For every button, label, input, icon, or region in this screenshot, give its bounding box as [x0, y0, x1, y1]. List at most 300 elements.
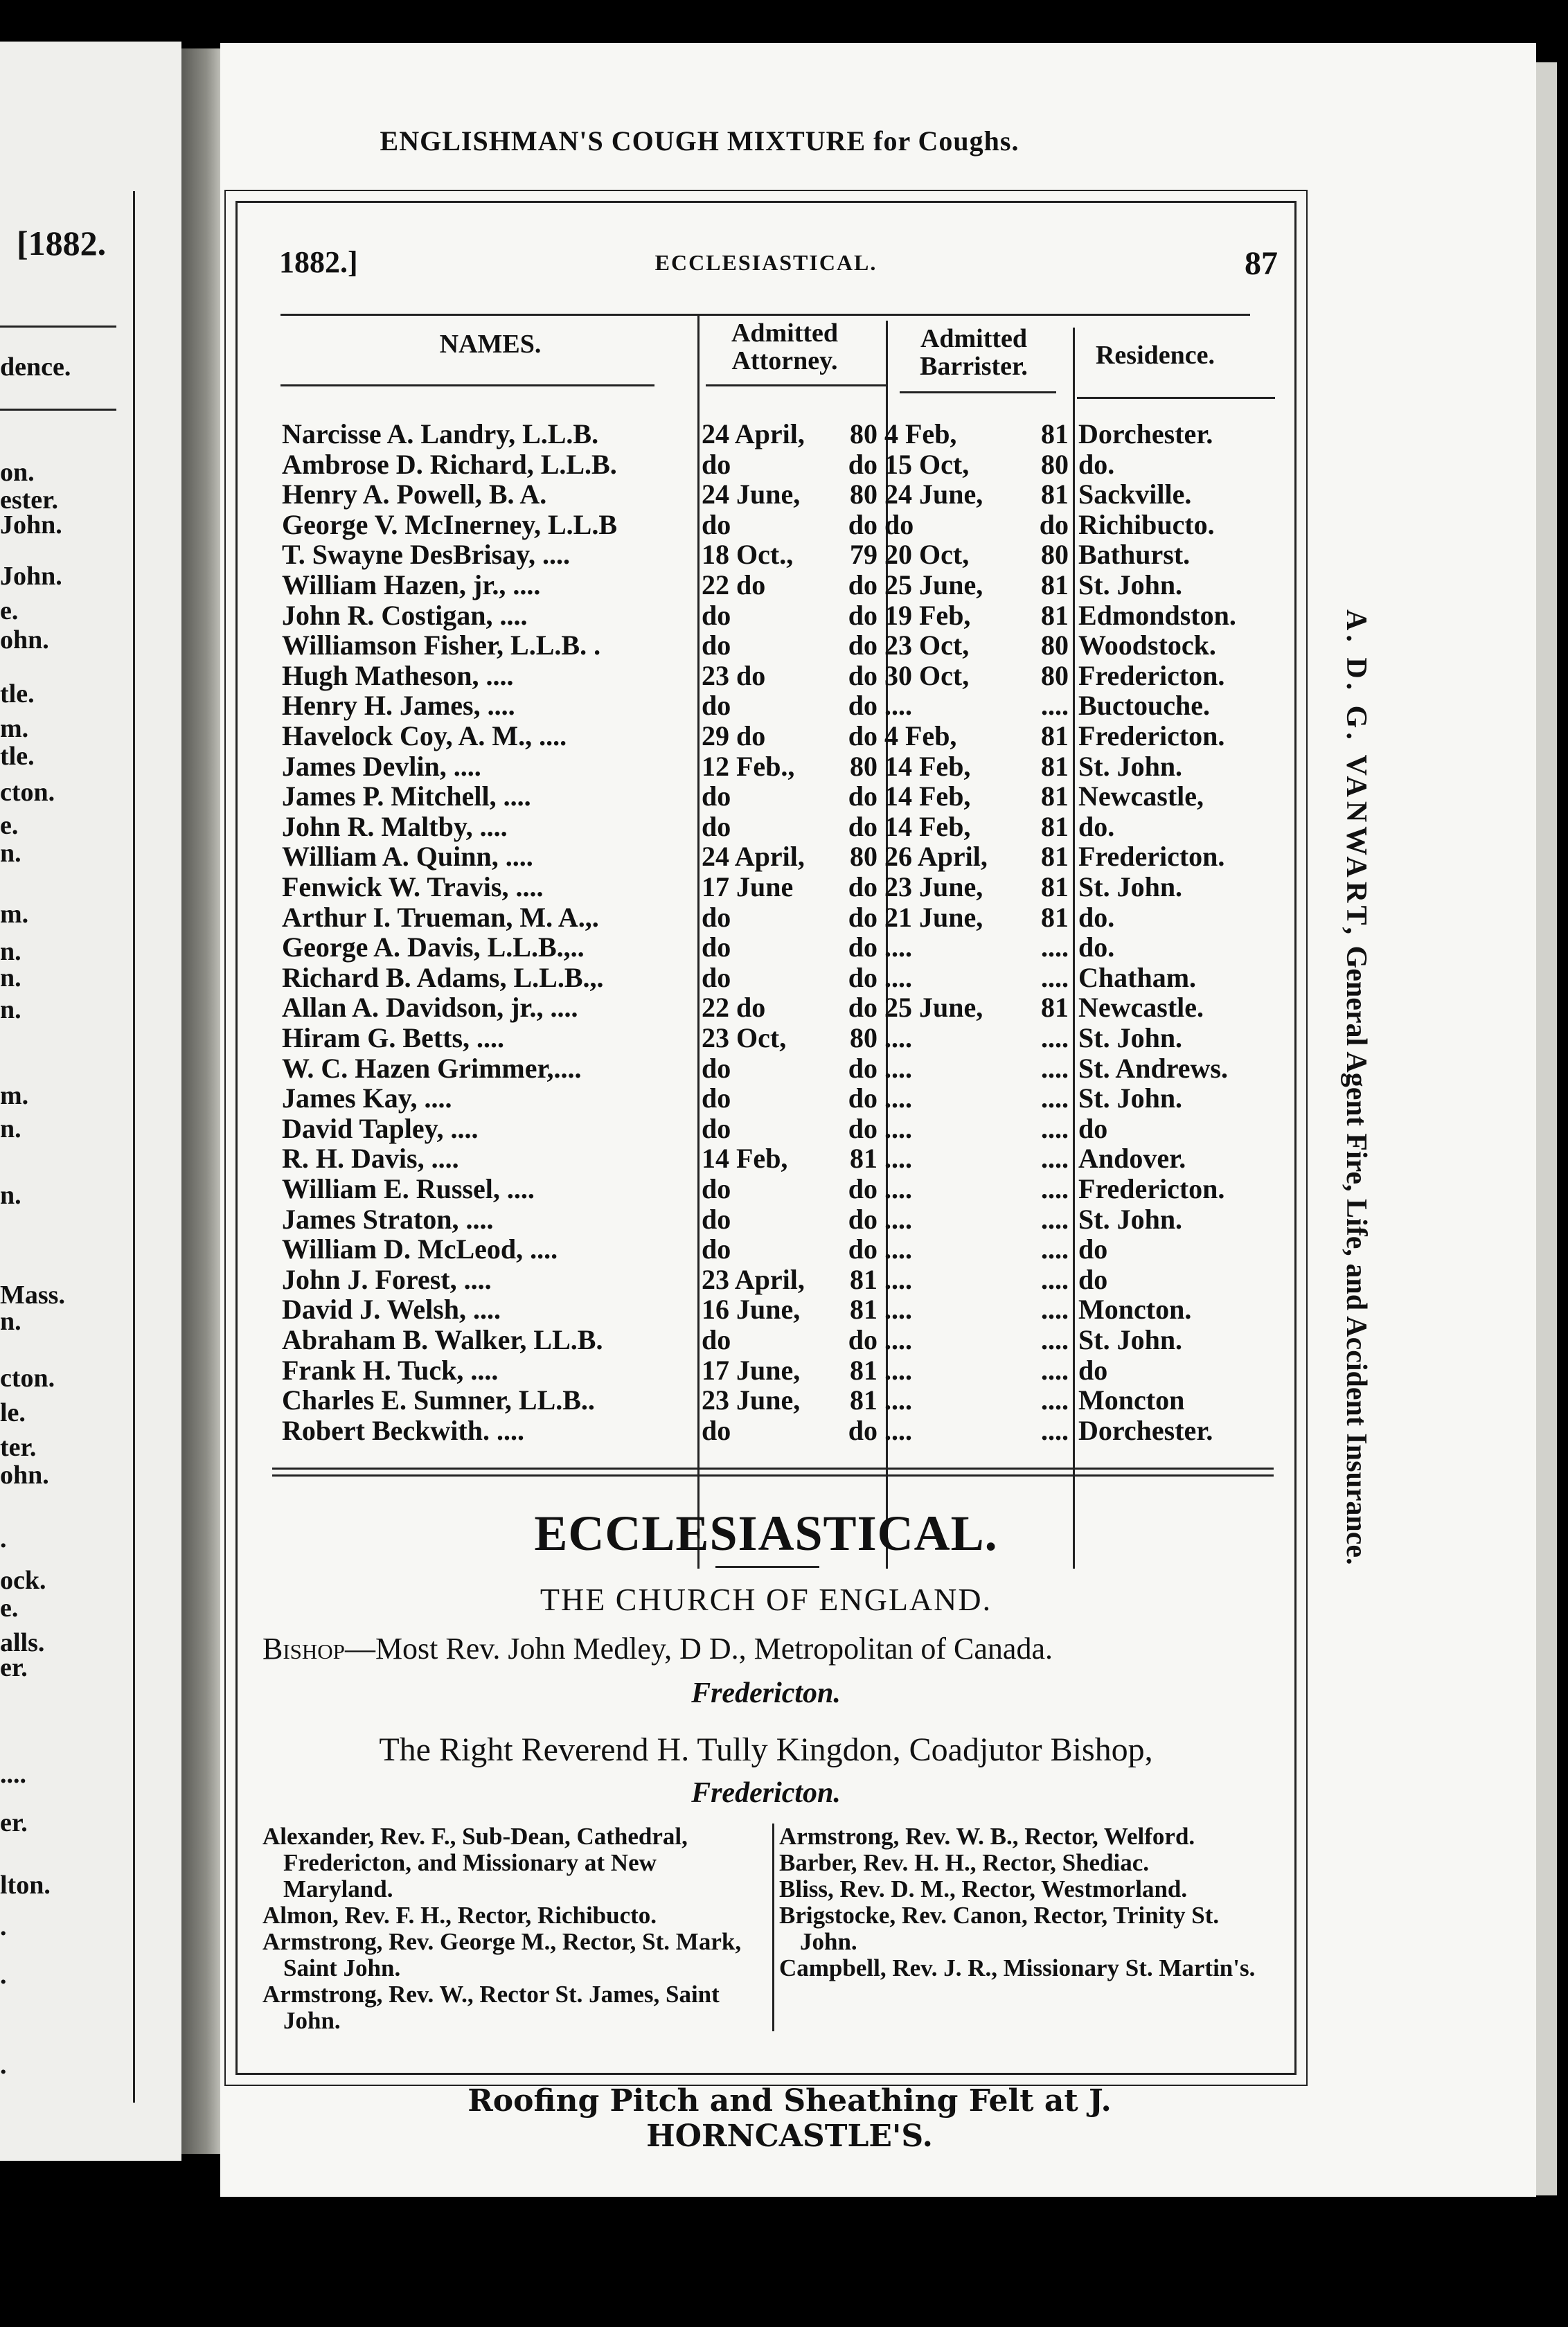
left-page-fragment: . [0, 1912, 7, 1941]
table-row [282, 1414, 1321, 1445]
header-rule [1077, 397, 1275, 399]
barrister-date: .... [884, 1173, 912, 1204]
residence: Fredericton. [1078, 1173, 1225, 1204]
clergy-entry: Armstrong, Rev. W., Rector St. James, Saint John. [262, 1981, 720, 2034]
barrister-year: .... [1041, 1143, 1069, 1175]
attorney-year: 80 [850, 841, 877, 873]
left-page-fragment: n. [0, 995, 21, 1024]
left-page [0, 42, 181, 2161]
bishop-text: —Most Rev. John Medley, D D., Metropolitan of Canada. [344, 1632, 1053, 1666]
attorney-year: do [848, 901, 877, 933]
page-edge [1536, 62, 1557, 2195]
left-page-fragment: John. [0, 562, 62, 591]
table-row [282, 991, 1321, 1022]
attorney-year: do [848, 448, 877, 480]
residence: St. Andrews. [1078, 1052, 1228, 1084]
table-row [282, 569, 1321, 599]
barrister-date: 14 Feb, [884, 781, 971, 812]
bishop-location: Fredericton. [691, 1677, 841, 1709]
left-page-fragment: ohn. [0, 1461, 49, 1490]
barrister-date: .... [884, 1082, 912, 1114]
barrister-year: 81 [1041, 901, 1069, 933]
attorney-date: do [702, 690, 731, 722]
barrister-year: .... [1041, 1052, 1069, 1084]
left-page-fragment: e. [0, 811, 19, 840]
barrister-year: 81 [1041, 871, 1069, 902]
attorney-date: do [702, 1414, 731, 1446]
left-page-fragment: on. [0, 458, 35, 487]
residence: Bathurst. [1078, 539, 1191, 571]
clergy-divider [772, 1824, 774, 2031]
attorney-year: do [848, 1203, 877, 1235]
barrister-date: .... [884, 1203, 912, 1235]
page-number: 87 [1245, 245, 1278, 282]
col-header-residence: Residence. [1095, 341, 1215, 370]
residence: Chatham. [1078, 961, 1197, 993]
barrister-year: .... [1041, 1294, 1069, 1326]
barrister-date: 26 April, [884, 841, 988, 873]
table-row [282, 448, 1321, 479]
barrister-year: 81 [1041, 810, 1069, 842]
barrister-year: 80 [1041, 630, 1069, 661]
left-page-fragment: cton. [0, 778, 55, 807]
table-row [282, 1203, 1321, 1233]
attorney-year: do [848, 508, 877, 540]
barrister-year: .... [1041, 961, 1069, 993]
barrister-date: .... [884, 1022, 912, 1053]
attorney-year: 80 [850, 750, 877, 782]
table-row [282, 418, 1321, 448]
residence: St. John. [1078, 1324, 1183, 1355]
attorney-date: 24 June, [702, 479, 801, 510]
table-row [282, 1052, 1321, 1082]
book-gutter [181, 48, 223, 2154]
person-name: James Kay, .... [282, 1082, 452, 1114]
attorney-year: 80 [850, 1022, 877, 1053]
barrister-year: do [1039, 508, 1069, 540]
table-row [282, 629, 1321, 659]
table-row [282, 508, 1321, 539]
person-name: Richard B. Adams, L.L.B.,. [282, 961, 604, 993]
attorney-year: 81 [850, 1354, 877, 1386]
left-page-fragment: n. [0, 1307, 21, 1336]
attorney-date: do [702, 1052, 731, 1084]
barrister-date: .... [884, 1384, 912, 1416]
attorney-date: do [702, 1173, 731, 1204]
attorney-year: do [848, 961, 877, 993]
barrister-date: 30 Oct, [884, 659, 970, 691]
left-page-fragment: m. [0, 1081, 29, 1110]
attorney-year: 80 [850, 418, 877, 449]
barrister-date: 14 Feb, [884, 750, 971, 782]
attorney-date: do [702, 1324, 731, 1355]
attorney-date: do [702, 448, 731, 480]
attorney-year: do [848, 1414, 877, 1446]
person-name: James Straton, .... [282, 1203, 494, 1235]
attorney-date: 22 do [702, 992, 766, 1024]
table-row [282, 871, 1321, 901]
attorney-date: 22 do [702, 569, 766, 600]
attorney-date: 24 April, [702, 418, 805, 449]
clergy-list-left [262, 1824, 768, 2034]
barrister-year: .... [1041, 1263, 1069, 1295]
person-name: William Hazen, jr., .... [282, 569, 541, 600]
left-page-fragment: .... [0, 1760, 26, 1789]
left-page-fragment: tle. [0, 679, 35, 708]
attorney-year: do [848, 1233, 877, 1265]
barrister-year: 81 [1041, 841, 1069, 873]
barrister-year: .... [1041, 1384, 1069, 1416]
residence: Fredericton. [1078, 659, 1225, 691]
table-row [282, 1082, 1321, 1112]
left-page-fragment: tle. [0, 742, 35, 771]
barrister-date: 14 Feb, [884, 810, 971, 842]
table-end-rule [272, 1474, 1274, 1477]
clergy-entry: Brigstocke, Rev. Canon, Rector, Trinity St. John. [779, 1902, 1220, 1955]
attorney-year: do [848, 599, 877, 631]
barrister-year: 80 [1041, 659, 1069, 691]
attorney-date: 12 Feb., [702, 750, 795, 782]
table-row [282, 750, 1321, 781]
attorney-year: do [848, 690, 877, 722]
col-header-barrister: Admitted Barrister. [920, 324, 1028, 381]
barrister-date: .... [884, 1263, 912, 1295]
person-name: Narcisse A. Landry, L.L.B. [282, 418, 599, 449]
barrister-year: 80 [1041, 448, 1069, 480]
left-rule [0, 409, 116, 411]
barrister-date: 25 June, [884, 992, 983, 1024]
person-name: George A. Davis, L.L.B.,.. [282, 931, 585, 963]
barrister-date: .... [884, 1354, 912, 1386]
attorney-year: 81 [850, 1263, 877, 1295]
residence: St. John. [1078, 569, 1183, 600]
residence: Dorchester. [1078, 418, 1213, 449]
table-row [282, 1022, 1321, 1052]
attorney-date: 23 June, [702, 1384, 801, 1416]
barrister-year: .... [1041, 690, 1069, 722]
table-row [282, 1263, 1321, 1294]
left-page-fragment: Mass. [0, 1281, 65, 1310]
side-ad-name: A. D. G. VANWART, [1340, 609, 1372, 939]
table-row [282, 931, 1321, 961]
clergy-entry: Bliss, Rev. D. M., Rector, Westmorland. [779, 1875, 1188, 1902]
table-row [282, 720, 1321, 750]
attorney-year: 81 [850, 1384, 877, 1416]
attorney-year: 81 [850, 1143, 877, 1175]
residence: Buctouche. [1078, 690, 1210, 722]
residence: Sackville. [1078, 479, 1192, 510]
barrister-date: .... [884, 1112, 912, 1144]
person-name: Ambrose D. Richard, L.L.B. [282, 448, 617, 480]
barrister-date: 23 Oct, [884, 630, 970, 661]
left-page-fragment: n. [0, 937, 21, 966]
running-head-title: ECCLESIASTICAL. [654, 250, 877, 275]
table-row [282, 659, 1321, 690]
attorney-year: 80 [850, 479, 877, 510]
barrister-year: 81 [1041, 479, 1069, 510]
bishop-line [262, 1631, 1274, 1666]
barrister-year: .... [1041, 1354, 1069, 1386]
person-name: Fenwick W. Travis, .... [282, 871, 544, 902]
running-head [238, 244, 1294, 286]
barrister-year: .... [1041, 1203, 1069, 1235]
barrister-year: .... [1041, 1324, 1069, 1355]
attorney-date: 16 June, [702, 1294, 801, 1326]
attorney-date: 17 June [702, 871, 794, 902]
attorney-date: 23 April, [702, 1263, 805, 1295]
barrister-date: .... [884, 1052, 912, 1084]
person-name: David Tapley, .... [282, 1112, 479, 1144]
residence: do [1078, 1233, 1108, 1265]
left-page-fragment: n. [0, 839, 21, 868]
person-name: Allan A. Davidson, jr., .... [282, 992, 578, 1024]
header-rule [280, 384, 654, 386]
left-page-fragment: er. [0, 1808, 28, 1837]
barrister-year: .... [1041, 1022, 1069, 1053]
side-ad-text: General Agent Fire, Life, and Accident Insurance. [1340, 938, 1372, 1565]
person-name: John J. Forest, .... [282, 1263, 492, 1295]
attorney-date: do [702, 1112, 731, 1144]
attorney-date: 14 Feb, [702, 1143, 788, 1175]
barrister-year: 81 [1041, 750, 1069, 782]
left-page-fragment: n. [0, 1114, 21, 1143]
residence: do. [1078, 901, 1115, 933]
attorney-year: do [848, 871, 877, 902]
attorney-date: 17 June, [702, 1354, 801, 1386]
attorney-year: do [848, 569, 877, 600]
residence: Moncton. [1078, 1294, 1192, 1326]
coadjutor-location: Fredericton. [691, 1777, 841, 1809]
barrister-date: 4 Feb, [884, 418, 957, 449]
barrister-date: 21 June, [884, 901, 983, 933]
left-page-fragment: . [0, 1524, 7, 1553]
attorney-date: do [702, 1082, 731, 1114]
barrister-date: 4 Feb, [884, 720, 957, 751]
barrister-date: 23 June, [884, 871, 983, 902]
barrister-date: .... [884, 1143, 912, 1175]
person-name: John R. Costigan, .... [282, 599, 528, 631]
bishop-label: Bishop [262, 1632, 345, 1666]
attorney-year: do [848, 1082, 877, 1114]
table-row [282, 538, 1321, 569]
residence: St. John. [1078, 1022, 1183, 1053]
person-name: Henry H. James, .... [282, 690, 515, 722]
table-row [282, 1323, 1321, 1354]
section-title: ECCLESIASTICAL. [534, 1506, 998, 1561]
header-rule [706, 384, 886, 386]
left-page-fragment: cton. [0, 1364, 55, 1393]
barrister-year: .... [1041, 1173, 1069, 1204]
left-page-fragment: n. [0, 963, 21, 992]
left-page-fragment: alls. [0, 1628, 45, 1657]
side-advertisement [1338, 609, 1373, 1662]
page-frame [235, 201, 1297, 2075]
person-name: R. H. Davis, .... [282, 1143, 459, 1175]
barrister-year: 81 [1041, 992, 1069, 1024]
attorney-year: 81 [850, 1294, 877, 1326]
barrister-year: 81 [1041, 569, 1069, 600]
barrister-year: 81 [1041, 418, 1069, 449]
barrister-year: .... [1041, 1233, 1069, 1265]
table-row [282, 478, 1321, 508]
person-name: William A. Quinn, .... [282, 841, 533, 873]
attorney-year: do [848, 1112, 877, 1144]
barrister-date: .... [884, 690, 912, 722]
attorney-date: do [702, 508, 731, 540]
header-rule [280, 314, 1250, 316]
table-row [282, 810, 1321, 841]
attorney-date: do [702, 599, 731, 631]
person-name: Henry A. Powell, B. A. [282, 479, 547, 510]
table-row [282, 1293, 1321, 1326]
clergy-entry: Campbell, Rev. J. R., Missionary St. Martin's. [779, 1954, 1256, 1981]
residence: Dorchester. [1078, 1414, 1213, 1446]
left-page-fragment: lton. [0, 1871, 51, 1900]
person-name: James Devlin, .... [282, 750, 481, 782]
bottom-advertisement: Roofing Pitch and Sheathing Felt at J. HORNCASTLE'S. [467, 2083, 1112, 2154]
person-name: Williamson Fisher, L.L.B. . [282, 630, 601, 661]
attorney-date: do [702, 1203, 731, 1235]
attorney-date: do [702, 1233, 731, 1265]
attorney-year: do [848, 720, 877, 751]
residence: Newcastle, [1078, 781, 1204, 812]
residence: do [1078, 1263, 1108, 1295]
left-page-fragment: m. [0, 714, 29, 743]
person-name: Hugh Matheson, .... [282, 659, 514, 691]
attorney-year: do [848, 1052, 877, 1084]
residence: Edmondston. [1078, 599, 1236, 631]
residence: Fredericton. [1078, 841, 1225, 873]
residence: Woodstock. [1078, 630, 1216, 661]
attorney-year: do [848, 781, 877, 812]
table-row [282, 1142, 1321, 1173]
attorney-date: do [702, 931, 731, 963]
left-page-fragment: ohn. [0, 625, 49, 654]
barrister-date: 24 June, [884, 479, 983, 510]
attorney-date: do [702, 901, 731, 933]
table-row [282, 599, 1321, 630]
table-row [282, 1112, 1321, 1143]
residence: Richibucto. [1078, 508, 1215, 540]
attorney-year: do [848, 1173, 877, 1204]
table-row [282, 840, 1321, 871]
attorney-date: do [702, 961, 731, 993]
barrister-date: 15 Oct, [884, 448, 970, 480]
person-name: James P. Mitchell, .... [282, 781, 531, 812]
person-name: Abraham B. Walker, LL.B. [282, 1324, 603, 1355]
coadjutor-line: The Right Reverend H. Tully Kingdon, Coadjutor Bishop, [379, 1731, 1153, 1768]
attorney-date: do [702, 810, 731, 842]
person-name: George V. McInerney, L.L.B [282, 508, 618, 540]
residence: do [1078, 1354, 1108, 1386]
person-name: Frank H. Tuck, .... [282, 1354, 499, 1386]
barrister-year: .... [1041, 1112, 1069, 1144]
barrister-date: 20 Oct, [884, 539, 970, 571]
table-row [282, 1233, 1321, 1263]
residence: do [1078, 1112, 1108, 1144]
attorney-date: 24 April, [702, 841, 805, 873]
barrister-date: .... [884, 1294, 912, 1326]
residence: St. John. [1078, 871, 1183, 902]
clergy-entry: Barber, Rev. H. H., Rector, Shediac. [779, 1849, 1150, 1876]
residence: St. John. [1078, 750, 1183, 782]
table-end-rule [272, 1468, 1274, 1470]
person-name: John R. Maltby, .... [282, 810, 508, 842]
person-name: T. Swayne DesBrisay, .... [282, 539, 570, 571]
barrister-year: .... [1041, 931, 1069, 963]
barrister-date: 19 Feb, [884, 599, 971, 631]
residence: Andover. [1078, 1143, 1186, 1175]
attorney-date: 23 do [702, 659, 766, 691]
clergy-entry: Alexander, Rev. F., Sub-Dean, Cathedral, Fredericton, and Missionary at New Maryland. [262, 1823, 688, 1902]
residence: Moncton [1078, 1384, 1185, 1416]
person-name: Arthur I. Trueman, M. A.,. [282, 901, 599, 933]
clergy-entry: Almon, Rev. F. H., Rector, Richibucto. [262, 1902, 657, 1929]
left-page-fragment: . [0, 1961, 7, 1990]
attorney-date: do [702, 630, 731, 661]
person-name: Havelock Coy, A. M., .... [282, 720, 567, 751]
residence: St. John. [1078, 1082, 1183, 1114]
left-page-fragment: er. [0, 1653, 28, 1682]
barrister-date: .... [884, 1233, 912, 1265]
col-header-attorney: Admitted Attorney. [731, 319, 839, 375]
residence: Fredericton. [1078, 720, 1225, 751]
left-page-fragment: John. [0, 510, 62, 540]
running-head-year: 1882.] [279, 245, 358, 279]
barrister-date: do [884, 508, 914, 540]
left-page-header: dence. [0, 353, 71, 382]
section-rule [715, 1566, 819, 1568]
person-name: Hiram G. Betts, .... [282, 1022, 505, 1053]
attorney-date: do [702, 781, 731, 812]
col-header-names: NAMES. [439, 330, 542, 359]
attorney-date: 23 Oct, [702, 1022, 787, 1053]
table-row [282, 1384, 1321, 1414]
left-page-fragment: . [0, 2051, 7, 2080]
attorney-year: 79 [850, 539, 877, 571]
header-rule [900, 391, 1056, 393]
left-page-year: [1882. [17, 224, 107, 262]
left-page-fragment: e. [0, 596, 19, 625]
left-page-fragment: e. [0, 1594, 19, 1623]
table-row [282, 901, 1321, 931]
attorney-year: do [848, 630, 877, 661]
barrister-year: 81 [1041, 781, 1069, 812]
barrister-date: .... [884, 1414, 912, 1446]
barrister-year: 81 [1041, 599, 1069, 631]
attorney-year: do [848, 659, 877, 691]
table-row [282, 780, 1321, 810]
attorney-year: do [848, 992, 877, 1024]
barrister-date: 25 June, [884, 569, 983, 600]
left-page-fragment: le. [0, 1398, 26, 1427]
table-row [282, 689, 1321, 720]
residence: do. [1078, 448, 1115, 480]
table-row [282, 1354, 1321, 1384]
attorney-year: do [848, 931, 877, 963]
attorney-date: 29 do [702, 720, 766, 751]
left-page-fragment: ester. [0, 485, 59, 515]
person-name: Robert Beckwith. .... [282, 1414, 524, 1446]
left-page-fragment: ter. [0, 1433, 37, 1462]
barrister-date: .... [884, 1324, 912, 1355]
clergy-entry: Armstrong, Rev. George M., Rector, St. Mark, Saint John. [262, 1928, 742, 1981]
table-row [282, 1173, 1321, 1203]
barrister-year: 80 [1041, 539, 1069, 571]
person-name: David J. Welsh, .... [282, 1294, 501, 1326]
residence: do. [1078, 810, 1115, 842]
barrister-year: 81 [1041, 720, 1069, 751]
